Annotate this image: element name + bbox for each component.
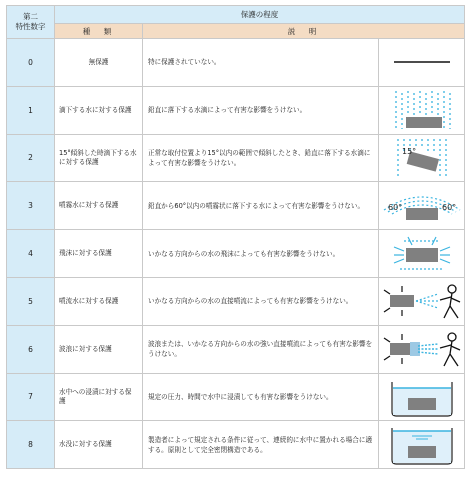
second-digit-header [7, 6, 55, 39]
table-row [7, 373, 465, 421]
table-row [7, 86, 465, 134]
figure-cell [379, 39, 465, 87]
powerful-jet-icon [380, 328, 464, 370]
figure-cell [379, 86, 465, 134]
digit-cell: 6 [7, 325, 55, 373]
figure-cell [379, 373, 465, 421]
figure-cell [379, 421, 465, 469]
type-cell: 水中への浸漬に対する保護 [55, 373, 143, 421]
digit-cell: 3 [7, 182, 55, 230]
description-cell: 波浪または、いかなる方向からの水の強い直接噴流によっても有害な影響をうけない。 [143, 325, 379, 373]
digit-cell: 4 [7, 230, 55, 278]
vertical-drip-icon [382, 89, 462, 131]
digit-cell: 8 [7, 421, 55, 469]
spray-icon [380, 186, 464, 226]
description-cell: 鉛直から60°以内の噴霧状に落下する水によって有害な影響をうけない。 [143, 182, 379, 230]
type-cell: 噴霧水に対する保護 [55, 182, 143, 230]
description-cell: 規定の圧力、時間で水中に浸漬しても有害な影響をうけない。 [143, 373, 379, 421]
digit-label-line2: 特性数字 [15, 22, 46, 31]
description-cell: いかなる方向からの水の直接噴流によっても有害な影響をうけない。 [143, 277, 379, 325]
immersion-icon [382, 376, 462, 418]
description-cell: 正常な取付位置より15°以内の範囲で傾斜したとき、鉛直に落下する水滴によって有害な影響をうけない。 [143, 134, 379, 182]
submersion-icon [382, 424, 462, 466]
figure-cell [379, 325, 465, 373]
type-cell: 滴下する水に対する保護 [55, 86, 143, 134]
type-cell: 無保護 [55, 39, 143, 87]
angle-label-right: 60° [441, 202, 456, 212]
table-row [7, 277, 465, 325]
protection-degree-header: 保護の程度 [55, 6, 465, 24]
type-cell: 飛沫に対する保護 [55, 230, 143, 278]
figure-cell [379, 277, 465, 325]
figure-cell [379, 230, 465, 278]
splash-icon [382, 233, 462, 275]
description-cell: 特に保護されていない。 [143, 39, 379, 87]
ip-water-protection-table-container [6, 5, 464, 475]
angle-label-left: 60° [387, 202, 402, 212]
table-row [7, 182, 465, 230]
digit-cell: 2 [7, 134, 55, 182]
tilted-drip-icon [382, 137, 462, 179]
type-cell: 波浪に対する保護 [55, 325, 143, 373]
type-column-header: 種 類 [55, 24, 143, 39]
figure-cell [379, 134, 465, 182]
digit-cell: 5 [7, 277, 55, 325]
digit-cell: 1 [7, 86, 55, 134]
ip-water-protection-table [6, 5, 465, 469]
line-icon [382, 42, 462, 82]
digit-label-line1: 第二 [23, 12, 38, 21]
digit-cell: 0 [7, 39, 55, 87]
table-row [7, 134, 465, 182]
water-jet-icon [380, 280, 464, 322]
description-cell: 鉛直に落下する水滴によって有害な影響をうけない。 [143, 86, 379, 134]
type-cell: 15°傾斜した時滴下する水に対する保護 [55, 134, 143, 182]
figure-cell [379, 182, 465, 230]
description-cell: いかなる方向からの水の飛沫によっても有害な影響をうけない。 [143, 230, 379, 278]
digit-cell: 7 [7, 373, 55, 421]
table-row [7, 421, 465, 469]
description-column-header: 説 明 [143, 24, 465, 39]
table-row [7, 39, 465, 87]
type-cell: 噴流水に対する保護 [55, 277, 143, 325]
type-cell: 水没に対する保護 [55, 421, 143, 469]
table-row [7, 325, 465, 373]
angle-label: 15° [401, 146, 416, 156]
table-row [7, 230, 465, 278]
description-cell: 製造者によって規定される条件に従って、連続的に水中に置かれる場合に適する。原則として完全密閉構造である。 [143, 421, 379, 469]
